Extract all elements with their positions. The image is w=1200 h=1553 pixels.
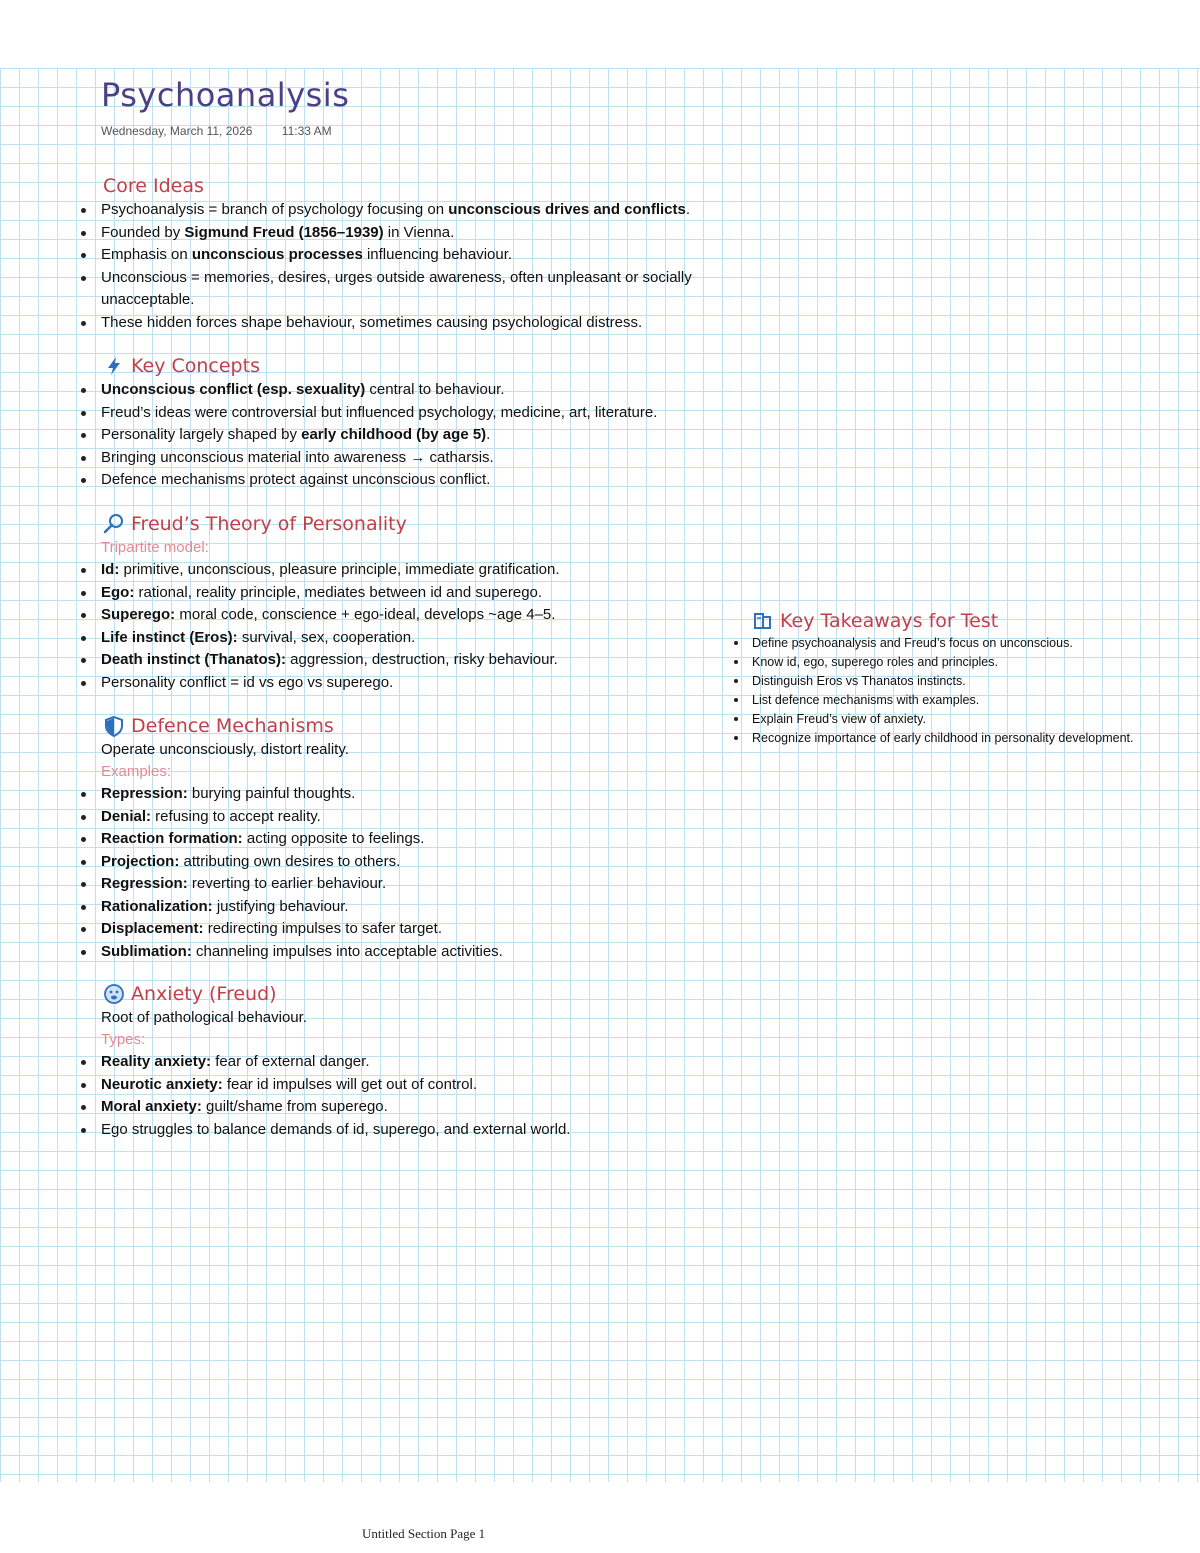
bold-text: Regression: (101, 875, 188, 892)
list-item (101, 783, 781, 806)
page-time: 11:33 AM (281, 124, 332, 138)
bold-text: Denial: (101, 807, 152, 825)
item-text: Define psychoanalysis and Freud’s focus on unconscious. (752, 636, 1073, 650)
section-heading-text: Freud’s Theory of Personality (131, 513, 407, 535)
list-item (101, 1119, 781, 1142)
section-heading[interactable] (103, 511, 781, 537)
section-core-ideas (101, 173, 781, 334)
item-text: in Vienna. (383, 223, 455, 241)
item-text: Psychoanalysis = branch of psychology focusing on (101, 201, 449, 218)
section-subheading: Tripartite model: (101, 539, 209, 556)
bold-text: Rationalization: (101, 897, 213, 915)
list-item (752, 710, 1192, 729)
item-text: influencing behaviour. (362, 246, 513, 263)
list-item (101, 1051, 781, 1074)
bold-text: Death instinct (Thanatos): (101, 651, 287, 668)
item-text: reverting to earlier behaviour. (187, 875, 387, 892)
item-text: These hidden forces shape behaviour, sometimes causing psychological distress. (101, 313, 643, 331)
section-theory-of-personality (101, 511, 781, 694)
list-item (101, 896, 781, 919)
section-heading-text: Key Concepts (131, 355, 260, 377)
item-text: burying painful thoughts. (187, 785, 356, 802)
books-icon (752, 610, 774, 632)
list-item (101, 627, 781, 650)
item-text: rational, reality principle, mediates between id and superego. (134, 583, 543, 601)
list-item (101, 424, 781, 447)
list-item (101, 222, 781, 245)
magnifier-icon (103, 513, 125, 535)
bold-text: Repression: (101, 785, 188, 802)
section-heading-text: Core Ideas (103, 175, 204, 197)
item-text: Ego struggles to balance demands of id, superego, and external world. (101, 1120, 571, 1138)
bold-text: Projection: (101, 852, 180, 870)
bold-text: early childhood (by age 5) (301, 426, 487, 443)
bold-text: Life instinct (Eros): (101, 628, 238, 646)
list-item (101, 672, 781, 695)
item-text: primitive, unconscious, pleasure principle, immediate gratification. (119, 561, 560, 578)
item-text: Explain Freud’s view of anxiety. (752, 712, 926, 726)
list-item (752, 672, 1192, 691)
section-heading-text: Anxiety (Freud) (131, 983, 277, 1005)
list-item (101, 559, 781, 582)
item-text: Personality largely shaped by (101, 426, 302, 443)
bullet-list (101, 379, 781, 492)
page-timestamp (101, 124, 332, 138)
section-anxiety (101, 981, 781, 1141)
item-text: fear of external danger. (211, 1053, 370, 1070)
bullet-list (101, 199, 781, 334)
bullet-list (101, 783, 781, 963)
item-text: refusing to accept reality. (151, 807, 321, 825)
section-heading[interactable] (103, 713, 781, 739)
bold-text: Id: (101, 561, 120, 578)
bullet-list (752, 634, 1192, 748)
item-text: Know id, ego, superego roles and principles. (752, 655, 998, 669)
section-key-concepts (101, 353, 781, 492)
bold-text: unconscious drives and conflicts (448, 201, 686, 218)
bold-text: Sublimation: (101, 942, 192, 960)
bold-text: Reaction formation: (101, 830, 243, 847)
list-item (101, 469, 781, 492)
section-intro: Operate unconsciously, distort reality. (101, 741, 349, 758)
page-date: Wednesday, March 11, 2026 (101, 124, 253, 138)
list-item (101, 267, 781, 312)
item-text: channeling impulses into acceptable activities. (191, 942, 503, 960)
item-text: survival, sex, cooperation. (237, 628, 416, 646)
item-text: justifying behaviour. (212, 897, 349, 915)
list-item (101, 312, 781, 335)
list-item (101, 649, 781, 672)
page-title[interactable]: Psychoanalysis (101, 76, 350, 114)
item-text: Recognize importance of early childhood in personality development. (752, 731, 1134, 745)
list-item (101, 918, 781, 941)
list-item (101, 806, 781, 829)
lightning-icon (103, 355, 125, 377)
section-subheading: Examples: (101, 763, 172, 780)
item-text: moral code, conscience + ego-ideal, develops ~age 4–5. (175, 606, 556, 623)
bold-text: Unconscious conflict (esp. sexuality) (101, 381, 366, 398)
page-footer: Untitled Section Page 1 (362, 1526, 486, 1541)
section-defence-mechanisms (101, 713, 781, 963)
item-text: Unconscious = memories, desires, urges outside awareness, often unpleasant or socially unacceptable. (101, 268, 692, 308)
item-text: List defence mechanisms with examples. (752, 693, 980, 707)
list-item (101, 447, 781, 470)
item-text: Personality conflict = id vs ego vs superego. (101, 673, 394, 691)
item-text: aggression, destruction, risky behaviour. (286, 651, 558, 668)
bold-text: Neurotic anxiety: (101, 1075, 223, 1093)
list-item (101, 828, 781, 851)
list-item (752, 729, 1192, 748)
bullet-list (101, 1051, 781, 1141)
list-item (101, 379, 781, 402)
section-subheading: Types: (101, 1031, 146, 1048)
item-text: . (486, 426, 491, 443)
bold-text: Ego: (101, 583, 135, 601)
item-text: Bringing unconscious material into awareness → catharsis. (101, 448, 494, 466)
list-item (101, 941, 781, 964)
section-intro: Root of pathological behaviour. (101, 1009, 307, 1026)
item-text: Founded by (101, 223, 185, 241)
section-heading-text: Defence Mechanisms (131, 715, 334, 737)
bold-text: Reality anxiety: (101, 1053, 212, 1070)
item-text: Distinguish Eros vs Thanatos instincts. (752, 674, 966, 688)
section-heading-text: Key Takeaways for Test (780, 610, 999, 632)
bold-text: unconscious processes (191, 246, 363, 263)
bold-text: Displacement: (101, 920, 204, 937)
section-heading[interactable] (103, 981, 781, 1007)
list-item (101, 604, 781, 627)
section-key-takeaways (752, 608, 1192, 748)
anxious-face-icon (103, 983, 125, 1005)
list-item (101, 244, 781, 267)
list-item (752, 634, 1192, 653)
item-text: central to behaviour. (365, 381, 505, 398)
item-text: Emphasis on (101, 246, 192, 263)
item-text: guilt/shame from superego. (201, 1098, 388, 1115)
section-heading[interactable] (752, 608, 1192, 634)
section-heading[interactable] (103, 173, 781, 199)
list-item (101, 1074, 781, 1097)
list-item (101, 582, 781, 605)
item-text: Freud’s ideas were controversial but influenced psychology, medicine, art, literature. (101, 403, 658, 421)
list-item (752, 691, 1192, 710)
bullet-list (101, 559, 781, 694)
bold-text: Sigmund Freud (1856–1939) (184, 223, 384, 241)
item-text: redirecting impulses to safer target. (203, 920, 442, 937)
item-text: . (685, 201, 691, 218)
bold-text: Superego: (101, 606, 176, 623)
item-text: acting opposite to feelings. (242, 830, 425, 847)
list-item (101, 851, 781, 874)
shield-icon (103, 715, 125, 737)
list-item (752, 653, 1192, 672)
item-text: Defence mechanisms protect against unconscious conflict. (101, 471, 491, 488)
item-text: attributing own desires to others. (179, 852, 401, 870)
list-item (101, 402, 781, 425)
bold-text: Moral anxiety: (101, 1098, 202, 1115)
section-heading[interactable] (103, 353, 781, 379)
list-item (101, 873, 781, 896)
list-item (101, 1096, 781, 1119)
item-text: fear id impulses will get out of control. (222, 1075, 477, 1093)
list-item (101, 199, 781, 222)
